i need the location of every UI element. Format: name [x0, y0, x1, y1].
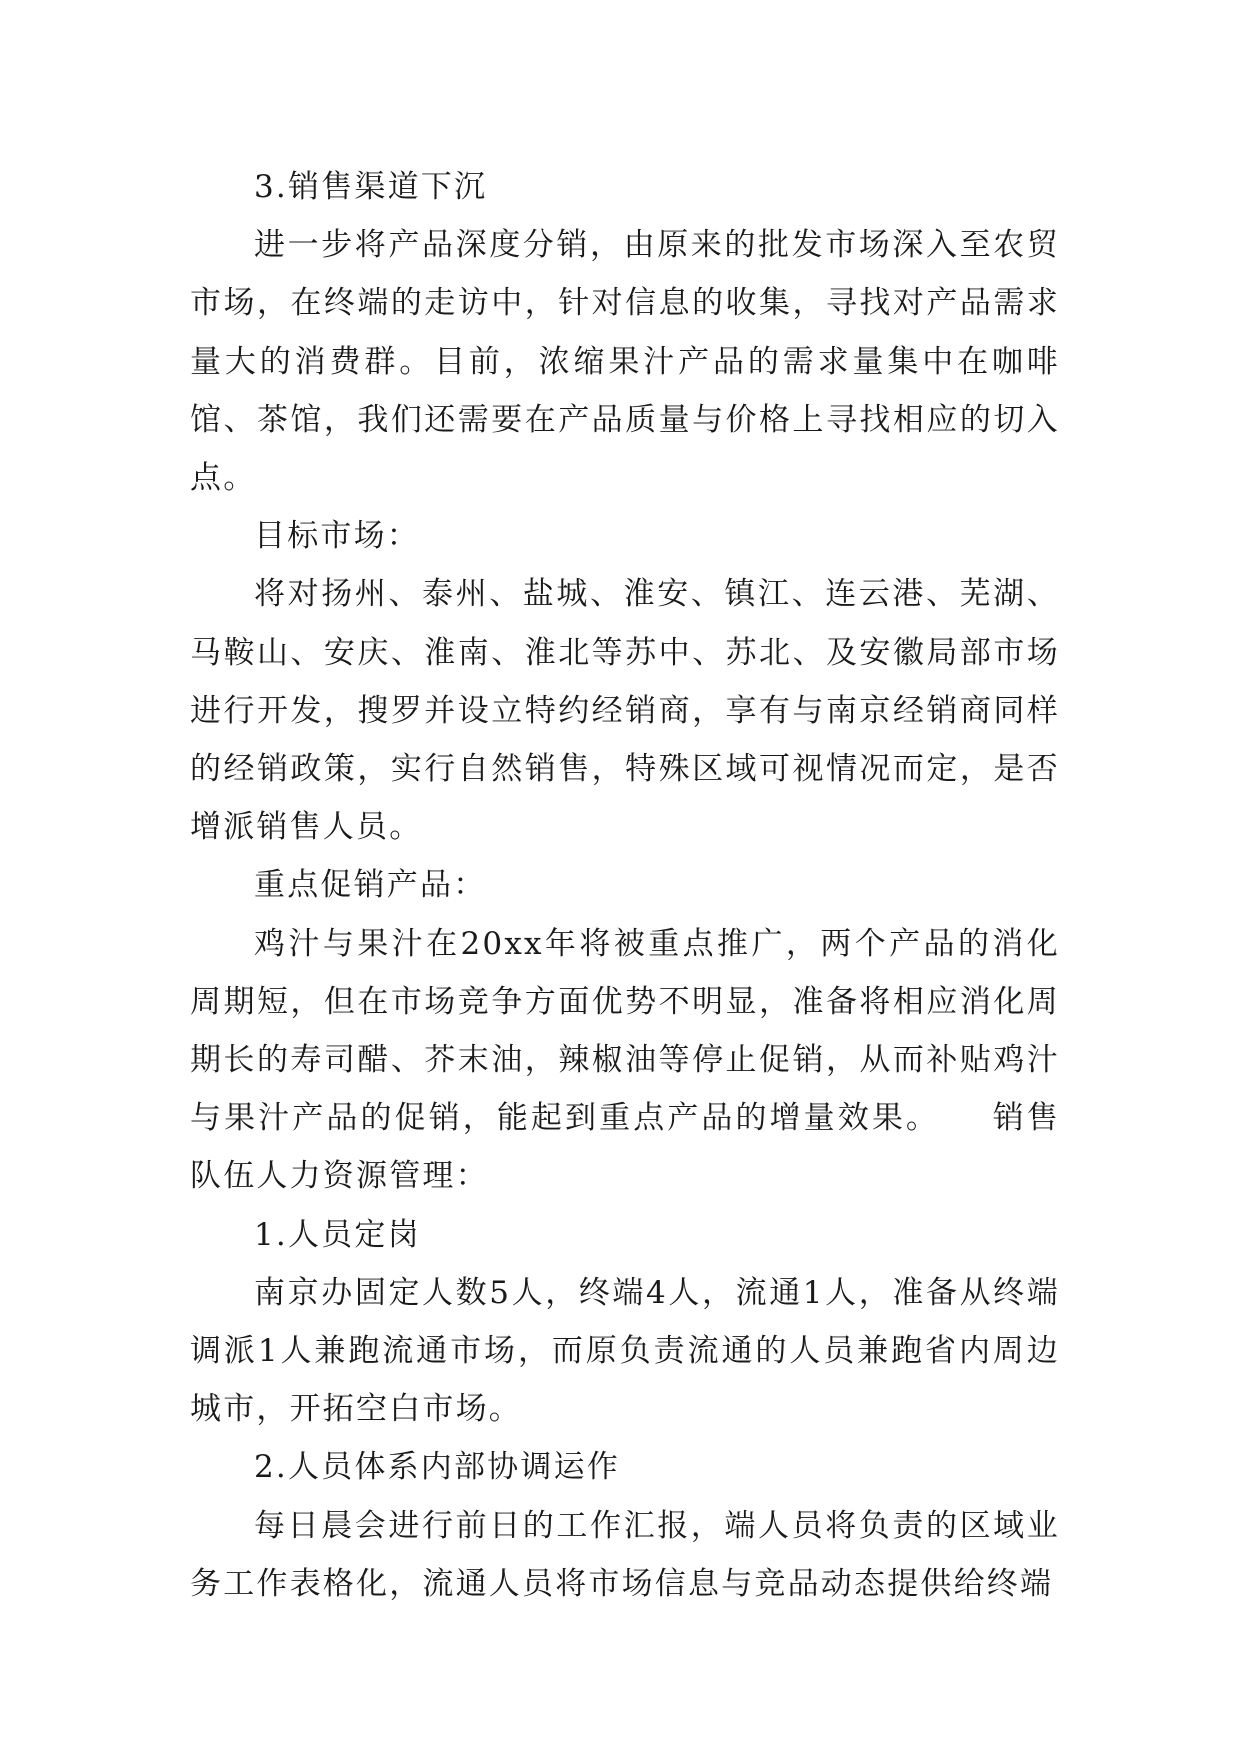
paragraph-heading-coordination: 2.人员体系内部协调运作 [254, 1449, 620, 1486]
paragraph-heading-target-market: 目标市场： [254, 518, 420, 555]
paragraph-target-market: 将对扬州、泰州、盐城、淮安、镇江、连云港、芜湖、马鞍山、安庆、淮南、淮北等苏中、苏北、及安徽局部市场进行开发，搜罗并设立特约经销商，享有与南京经销商同样的经销政策，实行自然销售，特殊区域可视情况而定，是否增派销售人员。 [190, 576, 1060, 846]
paragraph-heading-key-products: 重点促销产品： [254, 867, 487, 904]
paragraph-staffing: 南京办固定人数5人，终端4人，流通1人，准备从终端调派1人兼跑流通市场，而原负责流通的人员兼跑省内周边城市，开拓空白市场。 [190, 1274, 1060, 1428]
paragraph-key-products: 鸡汁与果汁在20xx年将被重点推广，两个产品的消化周期短，但在市场竞争方面优势不明显，准备将相应消化周期长的寿司醋、芥末油，辣椒油等停止促销，从而补贴鸡汁与果汁产品的促销，能起到重点产品的增量效果。 销售队伍人力资源管理： [190, 925, 1060, 1195]
document-body [190, 158, 1060, 1613]
paragraph-distribution: 进一步将产品深度分销，由原来的批发市场深入至农贸市场，在终端的走访中，针对信息的收集，寻找对产品需求量大的消费群。目前，浓缩果汁产品的需求量集中在咖啡馆、茶馆，我们还需要在产品质量与价格上寻找相应的切入点。 [190, 227, 1060, 497]
paragraph-coordination: 每日晨会进行前日的工作汇报，端人员将负责的区域业务工作表格化，流通人员将市场信息与竞品动态提供给终端 [190, 1507, 1060, 1602]
paragraph-heading-staffing: 1.人员定岗 [254, 1216, 421, 1253]
paragraph-heading-channel: 3.销售渠道下沉 [254, 169, 488, 205]
